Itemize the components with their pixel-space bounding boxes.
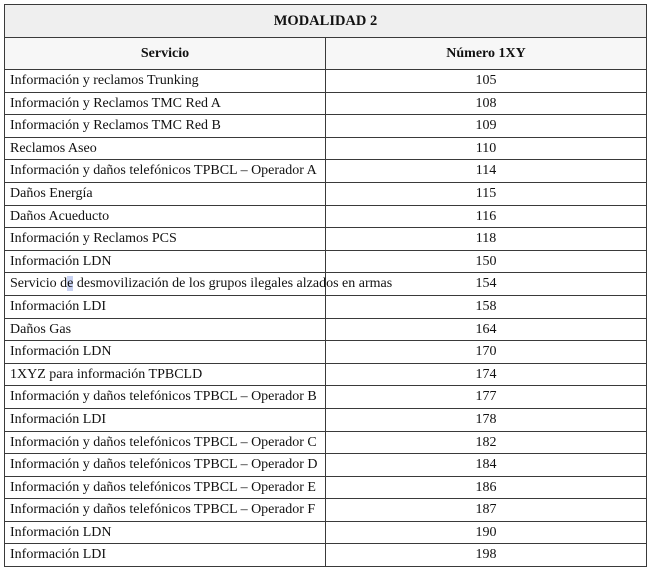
service-cell: Servicio de desmovilización de los grupos ilegales alzados en armas [5, 273, 326, 296]
service-cell: 1XYZ para información TPBCLD [5, 363, 326, 386]
number-cell: 186 [326, 476, 647, 499]
service-cell: Información y reclamos Trunking [5, 70, 326, 93]
number-cell: 190 [326, 521, 647, 544]
service-cell: Información y daños telefónicos TPBCL – Operador E [5, 476, 326, 499]
service-cell: Información LDI [5, 295, 326, 318]
number-cell: 118 [326, 228, 647, 251]
service-cell: Información y Reclamos TMC Red B [5, 115, 326, 138]
table-row [5, 115, 647, 138]
table-row [5, 341, 647, 364]
number-cell: 177 [326, 386, 647, 409]
number-cell: 174 [326, 363, 647, 386]
number-cell: 105 [326, 70, 647, 93]
modalidad-table [4, 4, 647, 567]
service-cell: Información y Reclamos TMC Red A [5, 92, 326, 115]
number-cell: 150 [326, 250, 647, 273]
table-row [5, 250, 647, 273]
column-header-service: Servicio [5, 38, 326, 70]
number-cell: 108 [326, 92, 647, 115]
number-cell: 116 [326, 205, 647, 228]
number-cell: 178 [326, 408, 647, 431]
table-row [5, 228, 647, 251]
service-cell: Daños Gas [5, 318, 326, 341]
table-body [5, 70, 647, 567]
table-row [5, 295, 647, 318]
number-cell: 109 [326, 115, 647, 138]
table-row [5, 205, 647, 228]
table-row [5, 521, 647, 544]
service-cell: Información y Reclamos PCS [5, 228, 326, 251]
table-row [5, 544, 647, 567]
table-header-row [5, 38, 647, 70]
number-cell: 110 [326, 137, 647, 160]
table-title: MODALIDAD 2 [5, 5, 647, 38]
service-cell: Información LDI [5, 408, 326, 431]
service-cell: Información LDI [5, 544, 326, 567]
table-title-row [5, 5, 647, 38]
service-cell: Reclamos Aseo [5, 137, 326, 160]
table-row [5, 408, 647, 431]
number-cell: 154 [326, 273, 647, 296]
number-cell: 164 [326, 318, 647, 341]
service-cell: Información y daños telefónicos TPBCL – Operador B [5, 386, 326, 409]
number-cell: 187 [326, 499, 647, 522]
column-header-number: Número 1XY [326, 38, 647, 70]
text-selection-highlight: e [67, 276, 74, 292]
table-row [5, 363, 647, 386]
number-cell: 114 [326, 160, 647, 183]
number-cell: 184 [326, 454, 647, 477]
table-row [5, 273, 647, 296]
table-row [5, 318, 647, 341]
table-row [5, 70, 647, 93]
service-cell: Información LDN [5, 521, 326, 544]
number-cell: 198 [326, 544, 647, 567]
modalidad-table-container [4, 4, 647, 567]
table-row [5, 137, 647, 160]
table-row [5, 454, 647, 477]
table-row [5, 92, 647, 115]
table-row [5, 476, 647, 499]
service-cell: Información y daños telefónicos TPBCL – Operador F [5, 499, 326, 522]
service-cell: Información LDN [5, 250, 326, 273]
service-cell: Daños Energía [5, 182, 326, 205]
table-row [5, 182, 647, 205]
number-cell: 158 [326, 295, 647, 318]
service-cell: Información y daños telefónicos TPBCL – Operador D [5, 454, 326, 477]
table-row [5, 499, 647, 522]
number-cell: 115 [326, 182, 647, 205]
service-cell: Información y daños telefónicos TPBCL – Operador A [5, 160, 326, 183]
service-cell: Daños Acueducto [5, 205, 326, 228]
table-row [5, 160, 647, 183]
table-row [5, 431, 647, 454]
number-cell: 182 [326, 431, 647, 454]
table-row [5, 386, 647, 409]
service-cell: Información y daños telefónicos TPBCL – Operador C [5, 431, 326, 454]
service-cell: Información LDN [5, 341, 326, 364]
number-cell: 170 [326, 341, 647, 364]
